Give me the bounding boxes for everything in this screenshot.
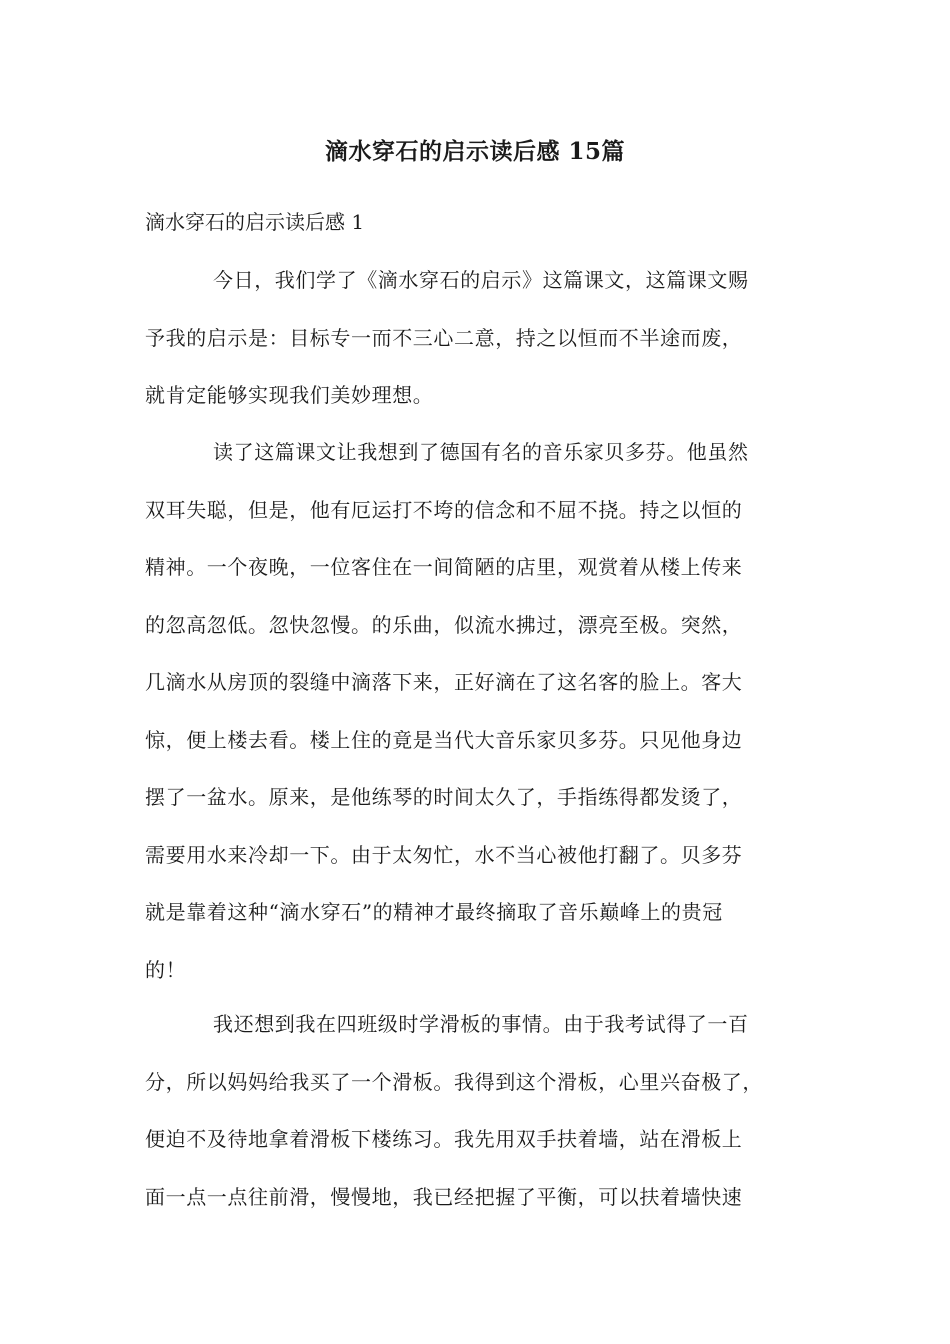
paragraph-line: 摆了一盆水。原来，是他练琴的时间太久了，手指练得都发烫了，	[145, 785, 743, 809]
section-heading: 滴水穿石的启示读后感 1	[145, 210, 365, 234]
paragraph-line: 几滴水从房顶的裂缝中滴落下来，正好滴在了这名客的脸上。客大	[145, 670, 743, 694]
paragraph-3	[145, 1006, 825, 1236]
paragraph-line: 予我的启示是：目标专一而不三心二意，持之以恒而不半途而废，	[145, 325, 743, 350]
paragraph-line: 读了这篇课文让我想到了德国有名的音乐家贝多芬。他虽然	[213, 440, 749, 464]
paragraph-line: 需要用水来冷却一下。由于太匆忙，水不当心被他打翻了。贝多芬	[145, 842, 743, 867]
paragraph-line: 精神。一个夜晚，一位客住在一间简陋的店里，观赏着从楼上传来	[145, 555, 743, 579]
paragraph-line: 就是靠着这种“滴水穿石”的精神才最终摘取了音乐巅峰上的贵冠	[145, 900, 723, 924]
paragraph-line: 的忽高忽低。忽快忽慢。的乐曲，似流水拂过，漂亮至极。突然，	[145, 612, 743, 637]
paragraph-line: 的！	[145, 957, 187, 982]
paragraph-line: 惊，便上楼去看。楼上住的竟是当代大音乐家贝多芬。只见他身边	[145, 727, 743, 752]
document-title: 滴水穿石的启示读后感 15篇	[324, 138, 625, 165]
paragraph-line: 分，所以妈妈给我买了一个滑板。我得到这个滑板，心里兴奋极了，	[145, 1069, 763, 1094]
paragraph-2	[145, 434, 825, 1009]
paragraph-line: 便迫不及待地拿着滑板下楼练习。我先用双手扶着墙，站在滑板上	[145, 1127, 743, 1151]
paragraph-line: 面一点一点往前滑，慢慢地，我已经把握了平衡，可以扶着墙快速	[145, 1184, 743, 1209]
paragraph-line: 今日，我们学了《滴水穿石的启示》这篇课文，这篇课文赐	[213, 268, 749, 292]
paragraph-line: 我还想到我在四班级时学滑板的事情。由于我考试得了一百	[213, 1012, 749, 1036]
paragraph-line: 就肯定能够实现我们美妙理想。	[145, 383, 434, 407]
paragraph-line: 双耳失聪，但是，他有厄运打不垮的信念和不屈不挠。持之以恒的	[145, 497, 743, 522]
paragraph-1	[145, 262, 825, 435]
